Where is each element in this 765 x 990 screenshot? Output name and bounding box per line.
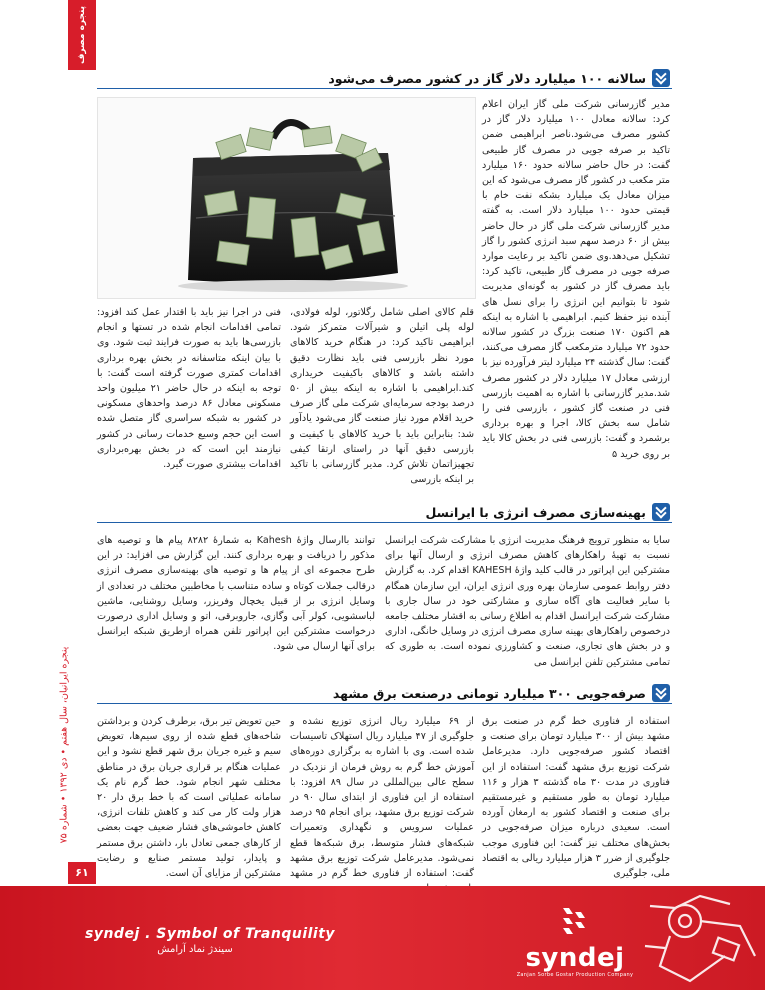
brand-name: syndej — [525, 943, 625, 973]
syndej-logo-icon — [555, 906, 595, 940]
double-chevron-icon — [652, 503, 670, 521]
article-2-column-1 — [385, 533, 670, 670]
article-2-title: بهینه‌سازی مصرف انرژی با ایرانسل — [425, 504, 646, 520]
article-3-column-2 — [290, 714, 474, 896]
industrial-machine-illustration — [630, 886, 765, 990]
article-1-title: سالانه ۱۰۰ میلیارد دلار گاز در کشور مصرف می‌شود — [328, 70, 646, 86]
issue-line-text: پنجره ایرانیان، سال هفتم • دی ۱۳۹۲ • شماره ۷۵ — [58, 646, 70, 844]
syndej-brand — [515, 906, 635, 978]
article-3-column-1 — [482, 714, 670, 881]
page-number: ۶۱ — [68, 862, 96, 884]
double-chevron-icon — [652, 69, 670, 87]
section-tab — [68, 0, 96, 70]
brand-tagline: Zanjan Sorbe Gostar Production Company — [516, 972, 634, 978]
article-3-col-1-text: استفاده از فناوری خط گرم در صنعت برق مشهد بیش از ۳۰۰ میلیارد تومان برای صنعت و اقتصاد کشور صرفه‌جویی دارد. مدیرعامل شرکت توزیع برق مشهد گفت: استفاده از این فناوری در مدت ۳۰ ماه گذشته ۳ هزار و ۱۱۶ میلیارد تومان به طور مستقیم و غیرمستقیم برای صنعت و اقتصاد کشور به ارمغان آورده است. سعیدی درباره میزان صرفه‌جویی در بخش‌های مختلف نیز گفت: این فناوری موجب جلوگیری از ضرر ۳ هزار میلیارد ریالی به اقتصاد ملی، جلوگیری — [482, 716, 670, 880]
article-2-col-1-text: سایا به منظور ترویج فرهنگ مدیریت انرژی با مشارکت شرکت ایرانسل نسبت به تهیۀ راهکارهای کاهش مصرف انرژی و ارسال آنها برای مشترکین این اپراتور در قالب کلید واژۀ KAHESH اقدام کرد. به گزارش دفتر روابط عمومی سازمان بهره وری انرژی ایران، این سازمان همگام با سایر فعالیت های آگاه سازی و مشارکتی خود در سال جاری با مشارکت شرکت ایرانسل اقدام به اطلاع رسانی به اقشار مختلف جامعه درخصوص راهکارهای بهینه سازی مصرف انرژی در وسایل خانگی، اداری و در بخش های تجاری، صنعت و کشاورزی نموده است. به طوری که تمامی مشترکین تلفن ایرانسل می — [385, 535, 670, 668]
article-2-column-2 — [97, 533, 375, 655]
article-1-col-3-text: فنی در اجرا نیز باید با اقتدار عمل کند افزود: تمامی اقدامات انجام شده در تستها و انجام بازرسی‌ها باید به صورت فرایند ثبت شود. وی با بیان اینکه متاسفانه در بخش بهره برداری اقدامات کمتری صورت گرفته است گفت: با توجه به اینکه در حال حاضر ۲۱ میلیون واحد مسکونی معادل ۸۶ درصد واحدهای مسکونی در کشور به شبکه سراسری گاز متصل شده است این حجم وسیع خدمات رسانی در کشور نیازمند این است که در بخش بهره‌برداری اقدامات بیشتری صورت گیرد. — [97, 307, 281, 471]
article-1-col-1-text: مدیر گازرسانی شرکت ملی گاز ایران اعلام کرد: سالانه معادل ۱۰۰ میلیارد دلار گاز در کشور مصرف می‌شود.ناصر ابراهیمی ضمن تاکید بر صرفه جویی در مصرف گاز طبیعی گفت: در حال حاضر سالانه حدود ۱۶۰ میلیارد متر مکعب در کشور گاز مصرف می‌شود که این میزان معادل یک میلیارد بشکه نفت خام با قیمتی حدود ۱۰۰ میلیارد دلار است. به گفته مدیر گازرسانی شرکت ملی گاز در حال حاضر بیش از ۶۰ درصد سهم سبد انرژی کشور را گاز تشکیل می‌دهد.وی ضمن تاکید بر رعایت موارد صرفه جویی در مصرف گاز طبیعی، تاکید کرد: باید مصرف گاز در کشور به گونه‌ای مدیریت شود تا بتوانیم این انرژی را برای نسل های آینده نیز حفظ کنیم. ابراهیمی با اشاره به اینکه هم اکنون ۱۷۰ صنعت بزرگ در کشور سالانه حدود ۷۲ میلیارد مترمکعب گاز مصرف می‌کنند، گفت: سال گذشته ۲۴ میلیارد لیتر فرآورده نیز با ارزشی معادل ۱۷ میلیارد دلار در کشور مصرف شد.مدیر گازرسانی با اشاره به اهمیت بازرسی فنی در صنعت گاز کشور ، بازرسی فنی را شامل سه بخش کالا، اجرا و بهره برداری برشمرد و گفت: بازرسی فنی در بخش کالا باید بر روی خرید ۵ — [482, 99, 671, 460]
double-chevron-icon — [652, 684, 670, 702]
article-3-col-3-text: حین تعویض تیر برق، برطرف کردن و برداشتن شاخه‌های قطع شده از روی سیم‌ها، تعویض سیم و غیره جریان برق شهر قطع نشود و این عملیات هنگام بر قراری جریان برق در مناطق مختلف شهر انجام شود. خط گرم نام یک سامانه عملیاتی است که با خط برق دار ۲۰ هزار ولت کار می کند و کاهش تلفات انرژی، کاهش خاموشی‌های فشار ضعیف جهت بعضی از کارهای جمعی تعادل بار، داشتن برق مستمر و پایدار، تولید مستمر صنایع و رضایت مشترکین از مزایای آن است. — [97, 716, 281, 880]
briefcase-money-illustration — [98, 98, 475, 298]
article-3-divider — [97, 703, 672, 704]
article-1-header — [328, 68, 670, 88]
article-2-header — [425, 502, 670, 522]
article-1-column-3 — [97, 305, 281, 472]
briefcase-money-photo — [97, 97, 476, 299]
article-1-column-2 — [290, 305, 474, 487]
slogan-persian: سیندژ نماد آرامش — [157, 944, 233, 955]
article-2-col-2-text: توانند باارسال واژۀ Kahesh به شمارۀ ۸۲۸۲ پیام ها و توصیه های مذکور را دریافت و بهره برداری کنند. این گزارش می افزاید: در این طرح مجموعه ای از پیام ها و توصیه های بهینه‌سازی مصرف انرژی درقالب جملات کوتاه و ساده متناسب با مخاطبین مختلف در تعدادی از وسایل انرژی بر از قبیل یخچال وفریزر، وسایل روشنایی، ماشین لباسشویی، کولر آبی وگازی، جاروبرقی، اتو و وسایل اداری درصورت درخواست مشترکین این اپراتور تلفن همراه ازطریق شبکه ایرانسل برای آنها ارسال می شود. — [97, 535, 376, 653]
section-tab-label: پنجره مصرف — [77, 5, 87, 65]
article-1-col-2-text: قلم کالای اصلی شامل رگلاتور، لوله فولادی، لوله پلی اتیلن و شیرآلات متمرکز شود. ابراهیمی تاکید کرد: در هنگام خرید کالاهای مورد نظر بازرسی فنی باید نظارت دقیق داشته باشد و کالاهای باکیفیت خریداری کند.ابراهیمی با اشاره به اینکه بیش از ۵۰ درصد بودجه سرمایه‌ای شرکت ملی گاز صرف خرید اقلام مورد نیاز صنعت گاز می‌شود یادآور شد: بنابراین باید با خرید کالاهای با کیفیت و بازرسی دقیق آنها در راستای ارتقا کیفی تجهیزاتمان تلاش کرد. مدیر گازرسانی با تاکید بر اینکه بازرسی — [290, 307, 474, 486]
syndej-advertisement — [0, 886, 765, 990]
article-3-column-3 — [97, 714, 281, 881]
ad-slogan — [85, 926, 336, 955]
article-3-col-2-text: از ۶۹ میلیارد ریال انرژی توزیع نشده و جلوگیری از ۴۷ میلیارد ریال استهلاک تاسیسات شده است. وی با اشاره به برگزاری دوره‌های آموزش خط گرم به روش فرمان از نزدیک در سطح عالی بین‌المللی در سال ۸۹ افزود: با استفاده از این فناوری از ابتدای سال ۹۰ در شرکت توزیع برق مشهد، برای انجام ۹۵ درصد عملیات سرویس و نگهداری وتعمیرات شبکه‌های فشار متوسط، برق شبکه‌ها قطع نمی‌شود. مدیرعامل شرکت توزیع برق مشهد گفت: استفاده از فناوری خط گرم در مشهد — [290, 716, 475, 880]
article-1-divider — [97, 88, 672, 89]
issue-line — [54, 640, 74, 850]
article-3-title: صرفه‌جویی ۳۰۰ میلیارد تومانی درصنعت برق مشهد — [332, 685, 646, 701]
article-3-header — [333, 683, 670, 703]
article-1-column-1 — [482, 97, 670, 462]
article-2-divider — [97, 522, 672, 523]
slogan-english: syndej . Symbol of Tranquility — [85, 926, 336, 942]
